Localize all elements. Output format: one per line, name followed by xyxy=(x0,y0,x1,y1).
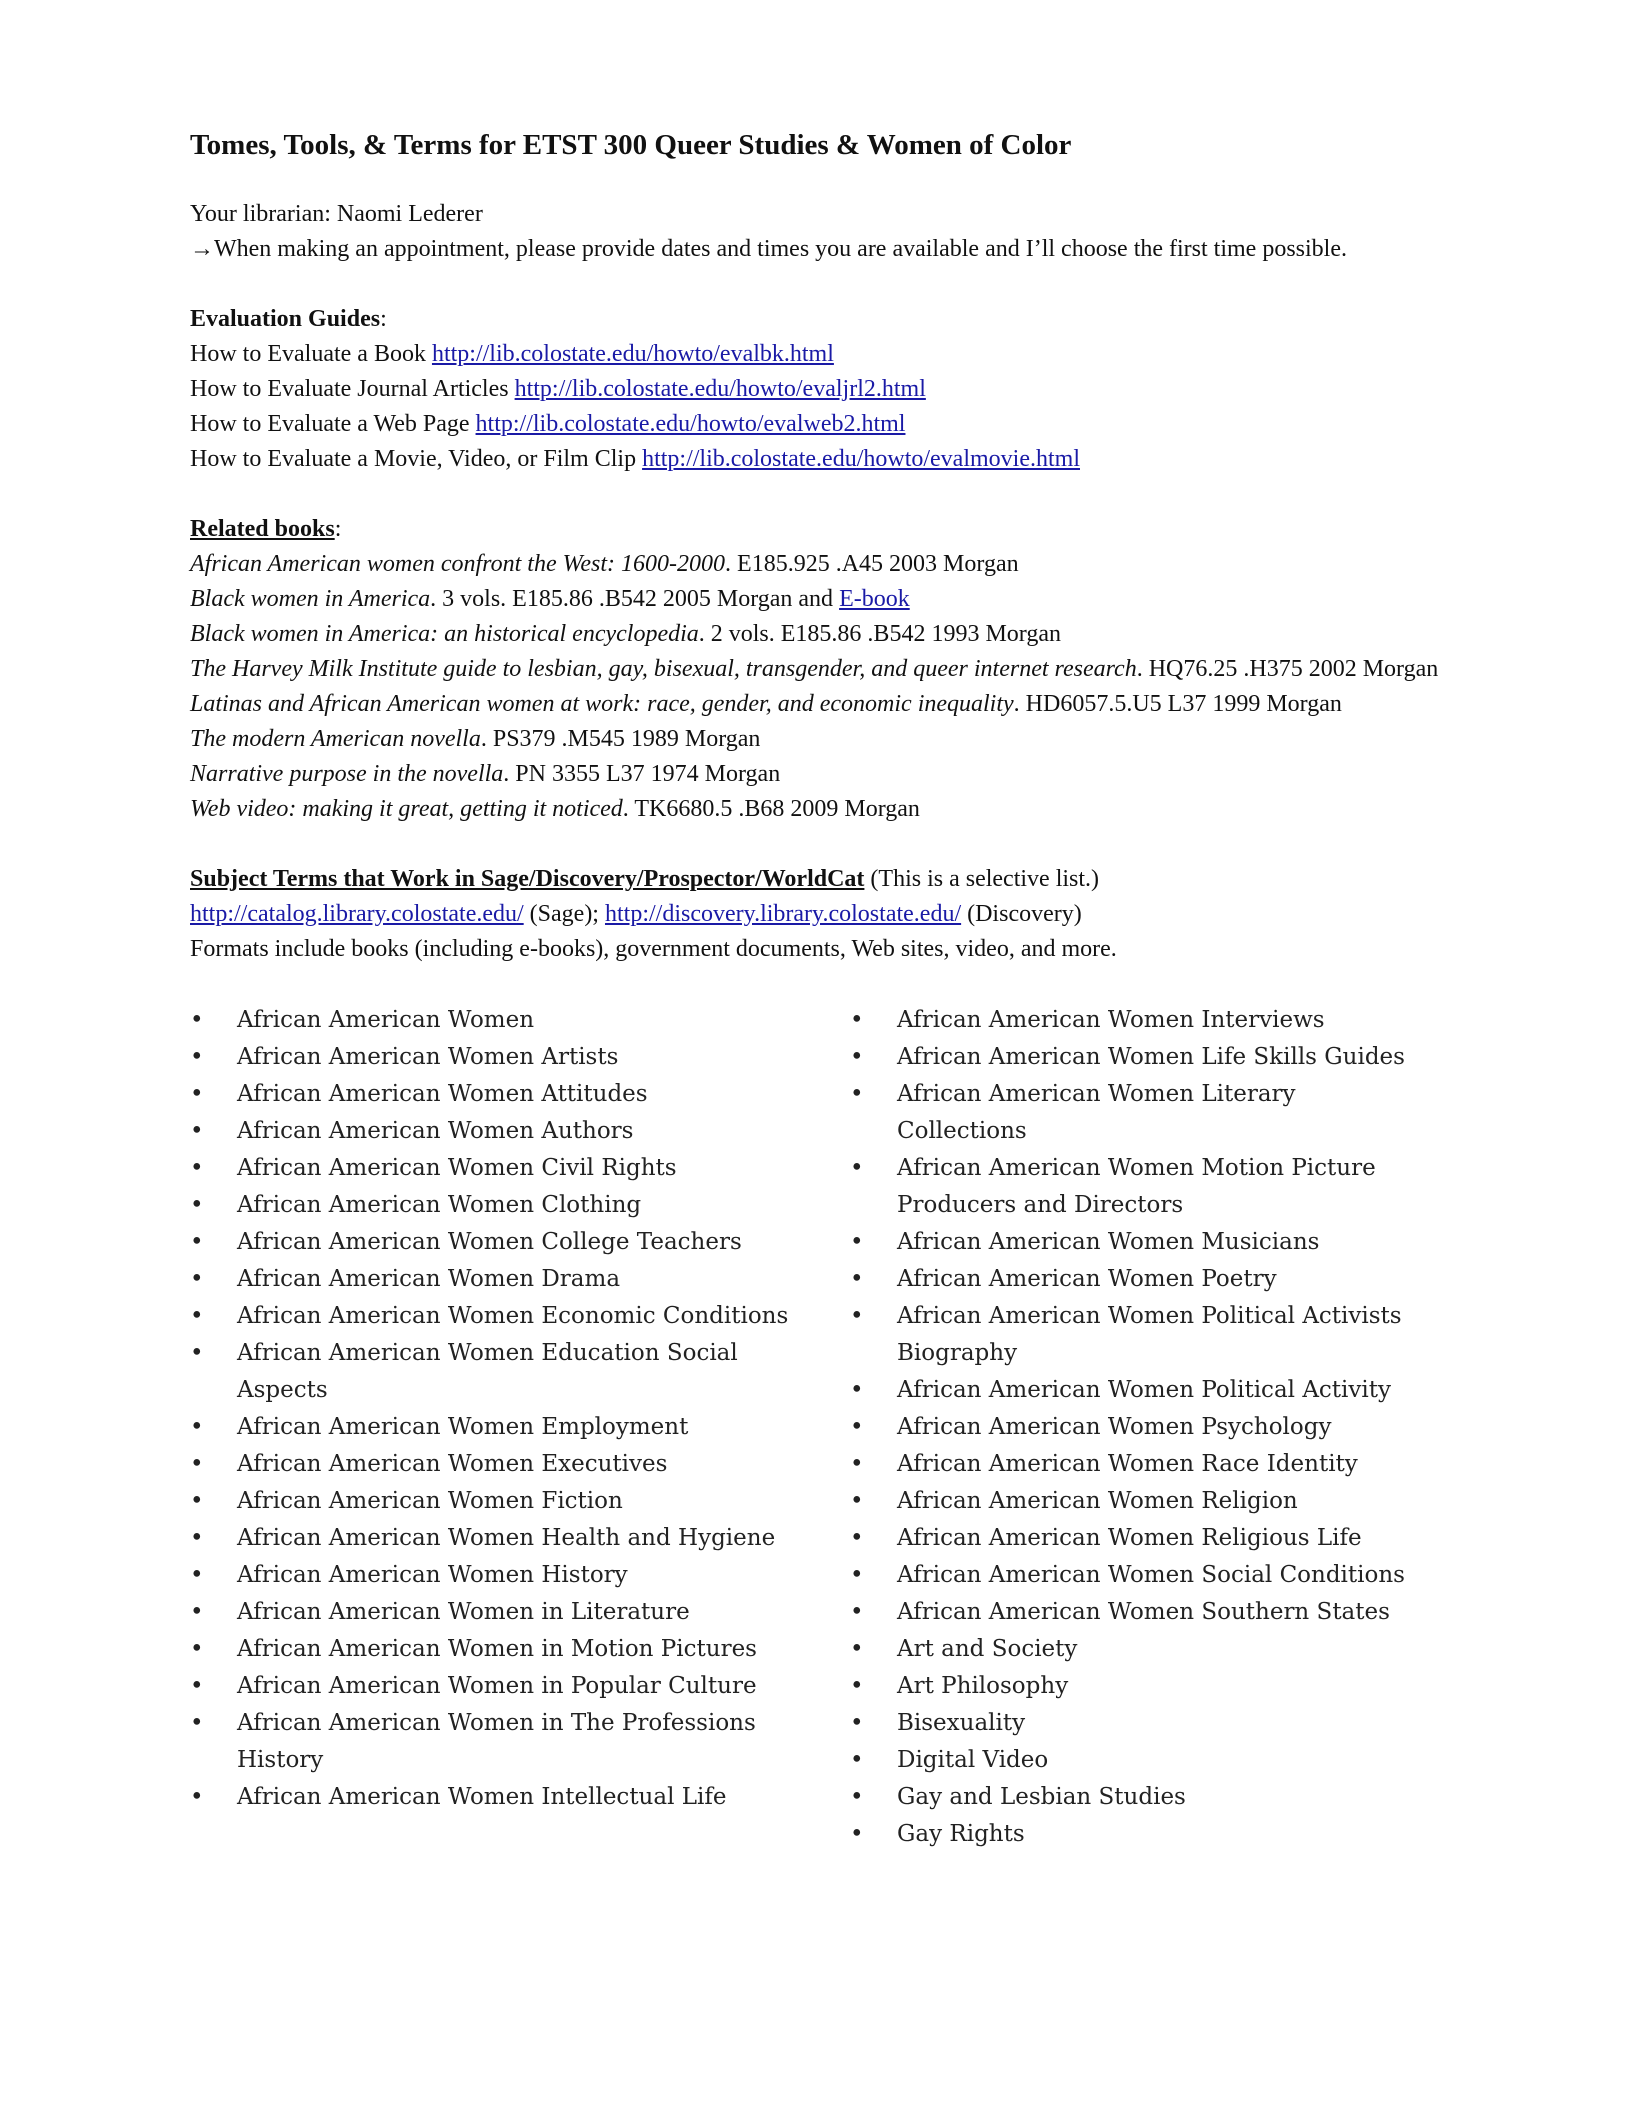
books-heading: Related books xyxy=(190,515,335,542)
subject-term: • African American Women Southern States xyxy=(850,1594,1450,1631)
subject-term: • African American Women Social Conditions xyxy=(850,1557,1450,1594)
subjects-note: (This is a selective list.) xyxy=(864,865,1100,892)
book-entry xyxy=(190,792,1450,827)
book-title: Black women in America: an historical encyclopedia xyxy=(190,620,699,647)
book-call-number: . E185.925 .A45 2003 Morgan xyxy=(725,550,1019,577)
subject-term: • African American Women xyxy=(190,1002,850,1039)
evaluation-item xyxy=(190,337,1450,372)
subjects-heading: Subject Terms that Work in Sage/Discovery/Prospector/WorldCat xyxy=(190,865,865,892)
evaluation-item xyxy=(190,407,1450,442)
appointment-note: →When making an appointment, please provide dates and times you are available and I’ll choose the first time possible. xyxy=(190,235,1347,262)
subject-term: • African American Women Political Activity xyxy=(850,1372,1450,1409)
subject-terms-left xyxy=(190,1002,850,1853)
book-title: The modern American novella xyxy=(190,725,481,752)
subject-term: • Bisexuality xyxy=(850,1705,1450,1742)
subject-term: • African American Women Drama xyxy=(190,1261,850,1298)
book-entry xyxy=(190,687,1450,722)
subject-term: • African American Women Fiction xyxy=(190,1483,850,1520)
book-call-number: . 2 vols. E185.86 .B542 1993 Morgan xyxy=(698,620,1061,647)
subject-term: • African American Women College Teachers xyxy=(190,1224,850,1261)
ebook-link[interactable]: E-book xyxy=(839,585,910,612)
librarian-section xyxy=(190,197,1450,267)
subject-term: • African American Women Health and Hygiene xyxy=(190,1520,850,1557)
book-call-number: . PN 3355 L37 1974 Morgan xyxy=(503,760,781,787)
subject-term: • African American Women Civil Rights xyxy=(190,1150,850,1187)
subject-term: • African American Women in Popular Culture xyxy=(190,1668,850,1705)
subject-term: • African American Women Intellectual Life xyxy=(190,1779,850,1816)
document-page xyxy=(190,128,1450,1853)
subject-term: • African American Women Education Social Aspects xyxy=(190,1335,850,1409)
subjects-heading-line xyxy=(190,862,1450,897)
evaluation-item xyxy=(190,372,1450,407)
book-call-number: . PS379 .M545 1989 Morgan xyxy=(480,725,761,752)
subject-term: • Art and Society xyxy=(850,1631,1450,1668)
subject-term: • African American Women Artists xyxy=(190,1039,850,1076)
subject-terms-columns xyxy=(190,1002,1450,1853)
formats-note: Formats include books (including e-books), government documents, Web sites, video, and more. xyxy=(190,935,1117,962)
book-title: The Harvey Milk Institute guide to lesbian, gay, bisexual, transgender, and queer internet research xyxy=(190,655,1137,682)
evaluation-link[interactable]: http://lib.colostate.edu/howto/evalbk.html xyxy=(431,340,834,367)
book-entry xyxy=(190,547,1450,582)
subjects-links-line xyxy=(190,897,1450,932)
book-entry xyxy=(190,582,1450,617)
evaluation-label: How to Evaluate a Book xyxy=(190,340,432,367)
book-entry xyxy=(190,652,1450,687)
book-title: Black women in America xyxy=(190,585,431,612)
subject-term: • African American Women History xyxy=(190,1557,850,1594)
book-title: Latinas and African American women at work: race, gender, and economic inequality xyxy=(190,690,1014,717)
subject-term: • African American Women Attitudes xyxy=(190,1076,850,1113)
book-call-number: . HQ76.25 .H375 2002 Morgan xyxy=(1136,655,1439,682)
evaluation-colon: : xyxy=(380,305,387,332)
subject-term: • African American Women Authors xyxy=(190,1113,850,1150)
book-entry xyxy=(190,617,1450,652)
book-title: Web video: making it great, getting it noticed xyxy=(190,795,623,822)
discovery-link[interactable]: http://discovery.library.colostate.edu/ xyxy=(604,900,962,927)
subject-term: • Digital Video xyxy=(850,1742,1450,1779)
subject-term: • African American Women Clothing xyxy=(190,1187,850,1224)
subject-term: • African American Women Executives xyxy=(190,1446,850,1483)
subject-term: • African American Women Motion Picture Producers and Directors xyxy=(850,1150,1450,1224)
book-call-number: . TK6680.5 .B68 2009 Morgan xyxy=(622,795,920,822)
subject-term: • African American Women Poetry xyxy=(850,1261,1450,1298)
discovery-label: (Discovery) xyxy=(961,900,1082,927)
subject-term: • African American Women Interviews xyxy=(850,1002,1450,1039)
subject-term: • Art Philosophy xyxy=(850,1668,1450,1705)
book-title: Narrative purpose in the novella xyxy=(190,760,504,787)
subject-term: • African American Women in Motion Pictures xyxy=(190,1631,850,1668)
books-colon: : xyxy=(334,515,342,542)
sage-label: (Sage); xyxy=(523,900,605,927)
evaluation-heading-line xyxy=(190,302,1450,337)
subject-terms-right xyxy=(850,1002,1450,1853)
books-section xyxy=(190,512,1450,827)
subject-term: • African American Women Literary Collections xyxy=(850,1076,1450,1150)
book-call-number: . 3 vols. E185.86 .B542 2005 Morgan and xyxy=(430,585,840,612)
evaluation-item xyxy=(190,442,1450,477)
subject-term: • African American Women Religion xyxy=(850,1483,1450,1520)
librarian-name: Your librarian: Naomi Lederer xyxy=(190,200,483,227)
evaluation-link[interactable]: http://lib.colostate.edu/howto/evalweb2.html xyxy=(475,410,906,437)
subject-term: • African American Women Life Skills Guides xyxy=(850,1039,1450,1076)
sage-catalog-link[interactable]: http://catalog.library.colostate.edu/ xyxy=(190,900,524,927)
subject-term: • African American Women Religious Life xyxy=(850,1520,1450,1557)
evaluation-link[interactable]: http://lib.colostate.edu/howto/evalmovie.html xyxy=(642,445,1080,472)
subjects-section xyxy=(190,862,1450,967)
subject-term: • Gay and Lesbian Studies xyxy=(850,1779,1450,1816)
evaluation-list xyxy=(190,337,1450,477)
subject-term: • African American Women Economic Conditions xyxy=(190,1298,850,1335)
book-call-number: . HD6057.5.U5 L37 1999 Morgan xyxy=(1013,690,1342,717)
book-entry xyxy=(190,757,1450,792)
evaluation-heading: Evaluation Guides xyxy=(190,305,381,332)
books-heading-line xyxy=(190,512,1450,547)
subject-term: • African American Women Race Identity xyxy=(850,1446,1450,1483)
subject-term: • African American Women Musicians xyxy=(850,1224,1450,1261)
books-list xyxy=(190,547,1450,827)
book-entry xyxy=(190,722,1450,757)
page-title: Tomes, Tools, & Terms for ETST 300 Queer Studies & Women of Color xyxy=(190,129,1072,161)
subject-term: • African American Women Political Activists Biography xyxy=(850,1298,1450,1372)
evaluation-label: How to Evaluate a Movie, Video, or Film Clip xyxy=(190,445,643,472)
book-title: African American women confront the West: 1600-2000 xyxy=(190,550,726,577)
subject-term: • African American Women in Literature xyxy=(190,1594,850,1631)
evaluation-section xyxy=(190,302,1450,477)
evaluation-label: How to Evaluate a Web Page xyxy=(190,410,476,437)
subject-term: • African American Women Psychology xyxy=(850,1409,1450,1446)
subject-term: • African American Women Employment xyxy=(190,1409,850,1446)
evaluation-link[interactable]: http://lib.colostate.edu/howto/evaljrl2.html xyxy=(514,375,926,402)
subject-term: • African American Women in The Professions History xyxy=(190,1705,850,1779)
evaluation-label: How to Evaluate Journal Articles xyxy=(190,375,515,402)
subject-term: • Gay Rights xyxy=(850,1816,1450,1853)
